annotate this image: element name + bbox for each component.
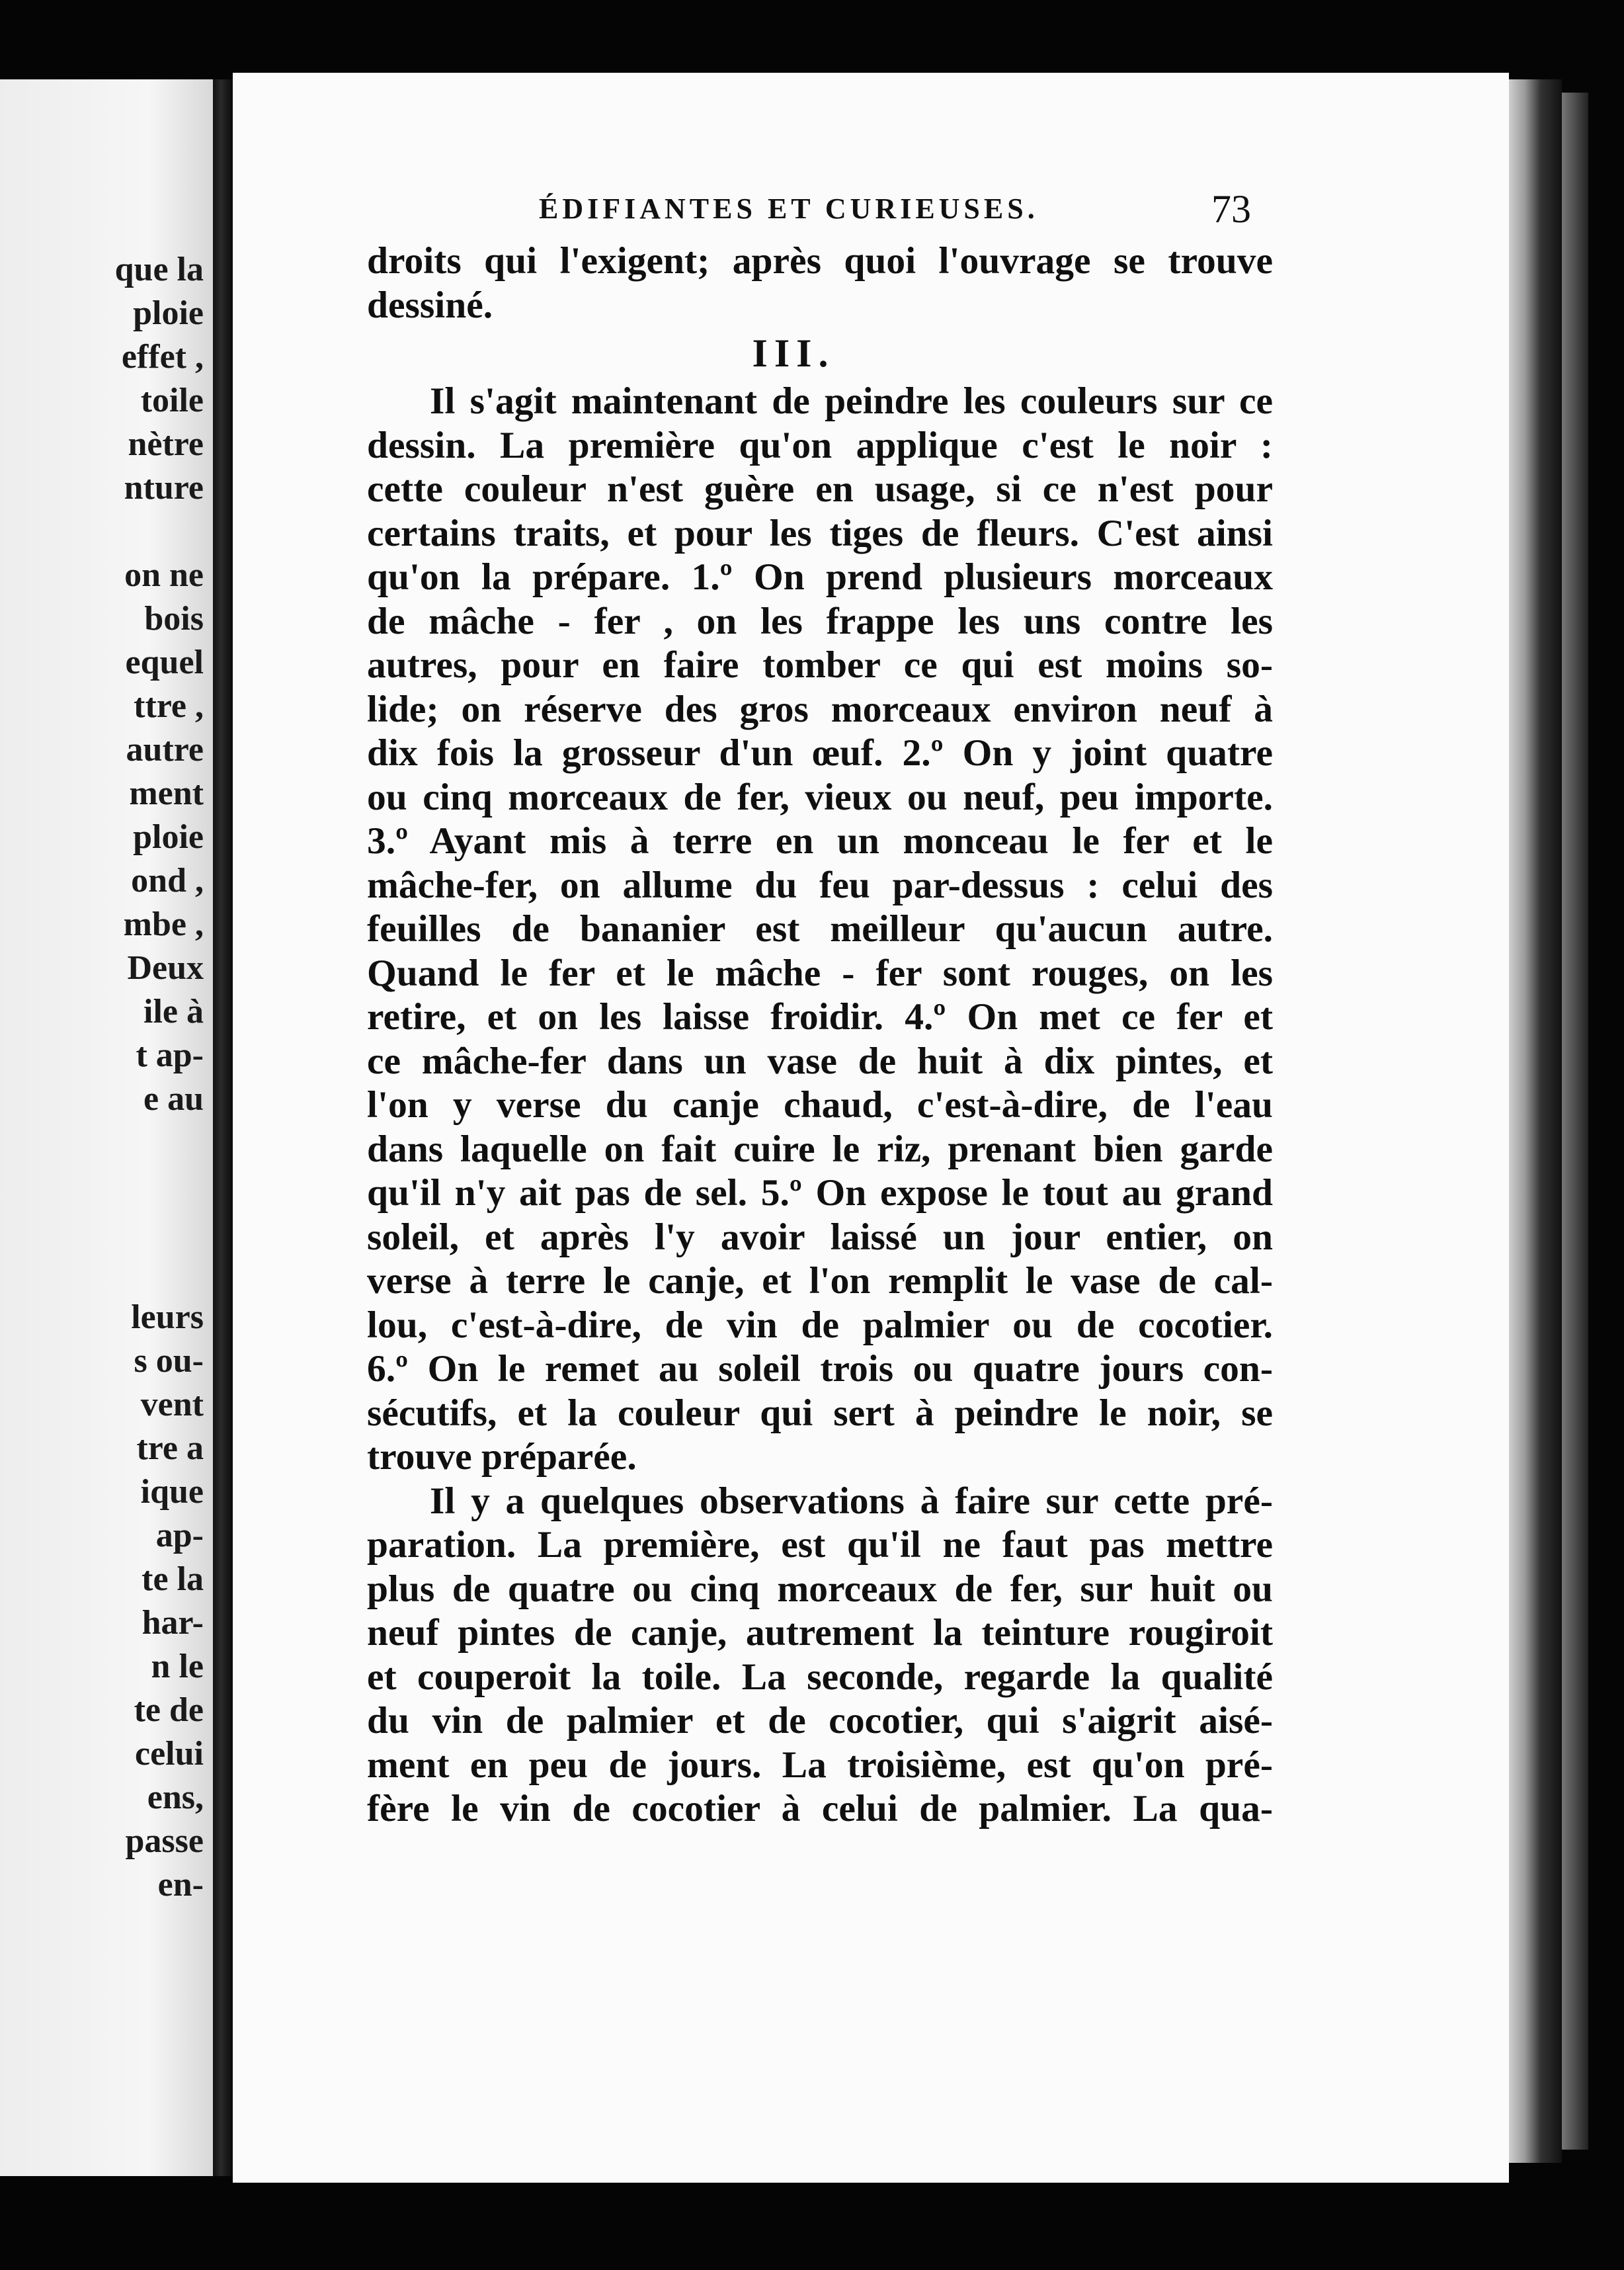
text-line: feuilles de bananier est meilleur qu'aucun autre.: [367, 908, 1273, 950]
page-edge: [1509, 79, 1562, 2163]
facing-page-fragment: [115, 1165, 204, 1208]
text-line: retire, et on les laisse froidir. 4.º On met ce fer et: [367, 996, 1273, 1038]
facing-page-fragment: [115, 1121, 204, 1165]
text-line: ou cinq morceaux de fer, vieux ou neuf, peu importe.: [367, 776, 1273, 818]
text-line: paration. La première, est qu'il ne faut pas mettre: [367, 1524, 1273, 1566]
facing-page-fragment: leurs: [131, 1298, 204, 1336]
text-line: ment en peu de jours. La troisième, est qu'on pré-: [367, 1744, 1273, 1786]
text-line: Quand le fer et le mâche - fer sont rouges, on les: [367, 952, 1273, 994]
facing-page-fragment: [115, 1252, 204, 1296]
facing-page-fragment: ment: [129, 775, 204, 812]
facing-page-fragment: ile à: [143, 993, 204, 1030]
facing-page-fragment: t ap-: [136, 1036, 204, 1074]
facing-page-fragment: e au: [143, 1080, 204, 1118]
facing-page-text: [115, 248, 204, 1907]
facing-page-fragment: autre: [126, 731, 204, 769]
facing-page: [0, 79, 213, 2176]
facing-page-fragment: [115, 1208, 204, 1252]
facing-page-fragment: passe: [125, 1822, 204, 1860]
running-head: ÉDIFIANTES ET CURIEUSES.: [539, 192, 1039, 225]
facing-page-fragment: en-: [157, 1866, 204, 1904]
text-line: qu'on la prépare. 1.º On prend plusieurs morceaux: [367, 556, 1273, 598]
paragraph-1: [367, 380, 1273, 1480]
section-heading: III.: [752, 331, 835, 375]
text-line: Il y a quelques observations à faire sur cette pré-: [430, 1480, 1273, 1522]
text-line: certains traits, et pour les tiges de fleurs. C'est ainsi: [367, 512, 1273, 554]
facing-page-fragment: toile: [140, 382, 204, 419]
text-line: dix fois la grosseur d'un œuf. 2.º On y joint quatre: [367, 732, 1273, 774]
text-line: 3.º Ayant mis à terre en un monceau le fer et le: [367, 820, 1273, 862]
facing-page-fragment: ploie: [133, 294, 204, 332]
text-line: droits qui l'exigent; après quoi l'ouvrage se trouve: [367, 240, 1273, 282]
text-line: verse à terre le canje, et l'on remplit le vase de cal-: [367, 1260, 1273, 1302]
facing-page-fragment: ap-: [155, 1517, 204, 1554]
text-line: dans laquelle on fait cuire le riz, prenant bien garde: [367, 1128, 1273, 1170]
text-line: dessin. La première qu'on applique c'est le noir :: [367, 424, 1273, 466]
text-line: sécutifs, et la couleur qui sert à peindre le noir, se: [367, 1392, 1273, 1434]
text-line: soleil, et après l'y avoir laissé un jour entier, on: [367, 1216, 1273, 1258]
facing-page-fragment: mbe ,: [123, 905, 204, 943]
facing-page-fragment: nètre: [128, 425, 204, 463]
facing-page-fragment: nture: [124, 469, 204, 507]
text-line: fère le vin de cocotier à celui de palmier. La qua-: [367, 1788, 1273, 1829]
facing-page-fragment: s ou-: [134, 1342, 204, 1380]
facing-page-fragment: vent: [140, 1386, 204, 1423]
facing-page-fragment: equel: [125, 644, 204, 681]
text-line: autres, pour en faire tomber ce qui est moins so-: [367, 644, 1273, 686]
facing-page-fragment: tre a: [136, 1429, 204, 1467]
facing-page-fragment: te de: [134, 1691, 204, 1729]
text-line: de mâche - fer , on les frappe les uns contre les: [367, 600, 1273, 642]
text-line: et couperoit la toile. La seconde, regarde la qualité: [367, 1656, 1273, 1698]
facing-page-fragment: effet ,: [121, 338, 204, 376]
facing-page-fragment: ond ,: [131, 862, 204, 900]
facing-page-fragment: n le: [151, 1648, 204, 1685]
text-line: plus de quatre ou cinq morceaux de fer, sur huit ou: [367, 1568, 1273, 1610]
text-line: ce mâche-fer dans un vase de huit à dix pintes, et: [367, 1040, 1273, 1082]
facing-page-fragment: ttre ,: [134, 687, 204, 725]
facing-page-fragment: celui: [135, 1735, 204, 1773]
facing-page-fragment: Deux: [127, 949, 204, 987]
paragraph-2: [367, 1480, 1273, 1831]
facing-page-fragment: bois: [144, 600, 204, 638]
text-line: cette couleur n'est guère en usage, si ce n'est pour: [367, 468, 1273, 510]
facing-page-fragment: [115, 510, 204, 554]
facing-page-fragment: ique: [140, 1473, 204, 1511]
text-line: lou, c'est-à-dire, de vin de palmier ou de cocotier.: [367, 1304, 1273, 1346]
text-line: Il s'agit maintenant de peindre les couleurs sur ce: [430, 380, 1273, 422]
page-body: [367, 239, 1273, 1831]
text-line: neuf pintes de canje, autrement la teinture rougiroit: [367, 1612, 1273, 1654]
facing-page-fragment: har-: [142, 1604, 204, 1642]
facing-page-fragment: ploie: [133, 818, 204, 856]
text-line: qu'il n'y ait pas de sel. 5.º On expose le tout au grand: [367, 1172, 1273, 1214]
text-line: 6.º On le remet au soleil trois ou quatre jours con-: [367, 1348, 1273, 1390]
text-line: trouve préparée.: [367, 1436, 637, 1478]
text-line: mâche-fer, on allume du feu par-dessus : celui des: [367, 864, 1273, 906]
text-line: dessiné.: [367, 284, 493, 326]
text-line: du vin de palmier et de cocotier, qui s'aigrit aisé-: [367, 1700, 1273, 1742]
facing-page-fragment: ens,: [147, 1779, 204, 1816]
facing-page-fragment: on ne: [124, 556, 204, 594]
facing-page-fragment: que la: [114, 251, 204, 288]
text-line: lide; on réserve des gros morceaux environ neuf à: [367, 688, 1273, 730]
page-number: 73: [1211, 187, 1251, 231]
text-line: l'on y verse du canje chaud, c'est-à-dire, de l'eau: [367, 1084, 1273, 1126]
book-gutter: [213, 79, 233, 2176]
book-cover-edge: [1562, 93, 1588, 2150]
facing-page-fragment: te la: [142, 1560, 204, 1598]
